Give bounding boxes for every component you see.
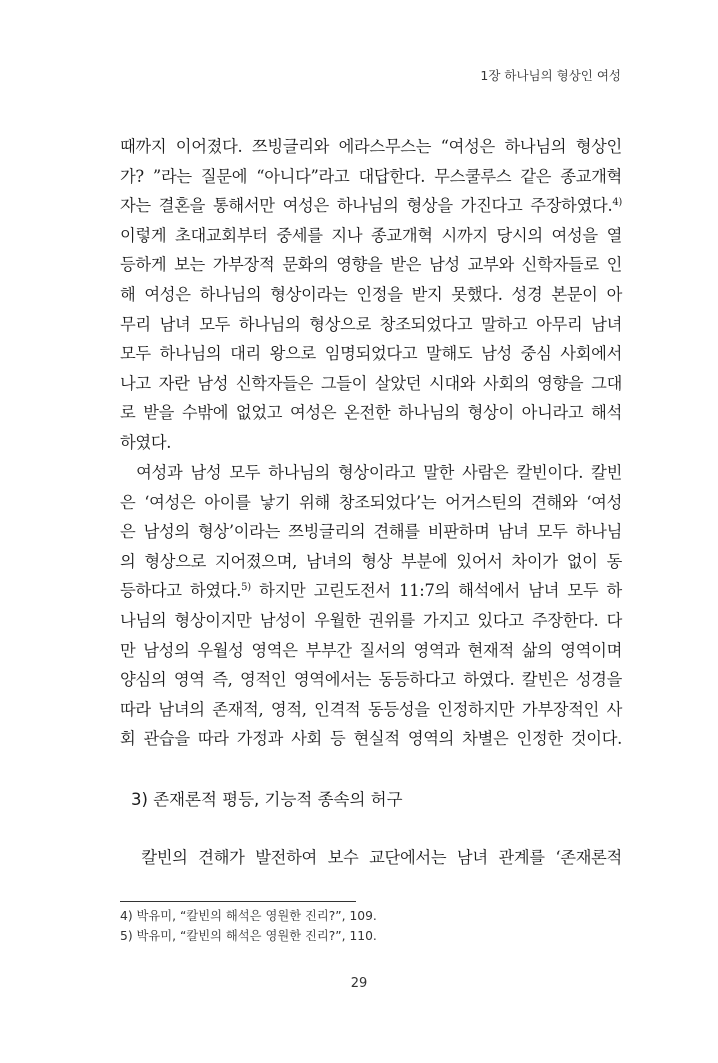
text-line-segment: 자는 결혼을 통해서만 여성은 하나님의 형상을 가진다고 주장하였다.	[120, 196, 613, 216]
running-header: 1장 하나님의 형상인 여성	[480, 68, 621, 83]
text-line: 로 받을 수밖에 없었고 여성은 온전한 하나님의 형상이 아니라고 해석	[120, 403, 622, 423]
footnote-divider	[120, 901, 356, 902]
text-line: 의 형상으로 지어졌으며, 남녀의 형상 부분에 있어서 차이가 없이 동	[120, 551, 622, 571]
text-line: 양심의 영역 즉, 영적인 영역에서는 동등하다고 하였다. 칼빈은 성경을	[120, 670, 622, 690]
text-line	[120, 576, 622, 606]
text-line: 여성과 남성 모두 하나님의 형상이라고 말한 사람은 칼빈이다. 칼빈	[120, 463, 622, 482]
section-heading: 3) 존재론적 평등, 기능적 종속의 허구	[131, 790, 403, 809]
text-line: 은 ‘여성은 아이를 낳기 위해 창조되었다’는 어거스틴의 견해와 ‘여성	[120, 492, 622, 512]
body-paragraph-2	[120, 458, 622, 754]
text-line-segment: 하지만 고린도전서 11:7의 해석에서 남녀 모두 하	[250, 581, 622, 601]
text-line: 나고 자란 남성 신학자들은 그들이 살았던 시대와 사회의 영향을 그대	[120, 373, 622, 393]
footnote-4: 4) 박유미, “칼빈의 해석은 영원한 진리?”, 109.	[120, 909, 377, 923]
text-line: 칼빈의 견해가 발전하여 보수 교단에서는 남녀 관계를 ‘존재론적	[120, 848, 622, 867]
text-line: 때까지 이어졌다. 쯔빙글리와 에라스무스는 “여성은 하나님의 형상인	[120, 137, 622, 156]
body-paragraph-3	[120, 843, 622, 873]
text-line: 모두 하나님의 대리 왕으로 임명되었다고 말해도 남성 중심 사회에서	[120, 344, 622, 364]
text-line: 이렇게 초대교회부터 중세를 지나 종교개혁 시까지 당시의 여성을 열	[120, 225, 622, 245]
text-line: 하였다.	[120, 432, 172, 452]
footnote-ref-5: 5)	[241, 582, 251, 594]
text-line: 나님의 형상이지만 남성이 우월한 권위를 가지고 있다고 주장한다. 다	[120, 610, 622, 630]
footnote-5: 5) 박유미, “칼빈의 해석은 영원한 진리?”, 110.	[120, 929, 377, 943]
text-line: 만 남성의 우월성 영역은 부부간 질서의 영역과 현재적 삶의 영역이며	[120, 640, 622, 660]
footnote-ref-4: 4)	[612, 197, 622, 209]
body-paragraph-1	[120, 132, 622, 458]
footnotes	[120, 906, 377, 946]
text-line: 무리 남녀 모두 하나님의 형상으로 창조되었다고 말하고 아무리 남녀	[120, 314, 622, 334]
text-line: 가? ”라는 질문에 “아니다”라고 대답한다. 무스쿨루스 같은 종교개혁	[120, 166, 622, 186]
text-line-segment: 등하다고 하였다.	[120, 581, 242, 601]
text-line: 은 남성의 형상’이라는 쯔빙글리의 견해를 비판하며 남녀 모두 하나님	[120, 522, 622, 542]
text-line: 회 관습을 따라 가정과 사회 등 현실적 영역의 차별은 인정한 것이다.	[120, 729, 622, 749]
page-number: 29	[350, 976, 368, 991]
text-line	[120, 191, 622, 221]
text-line: 등하게 보는 가부장적 문화의 영향을 받은 남성 교부와 신학자들로 인	[120, 255, 622, 275]
text-line: 해 여성은 하나님의 형상이라는 인정을 받지 못했다. 성경 본문이 아	[120, 284, 622, 304]
text-line: 따라 남녀의 존재적, 영적, 인격적 동등성을 인정하지만 가부장적인 사	[120, 699, 622, 719]
